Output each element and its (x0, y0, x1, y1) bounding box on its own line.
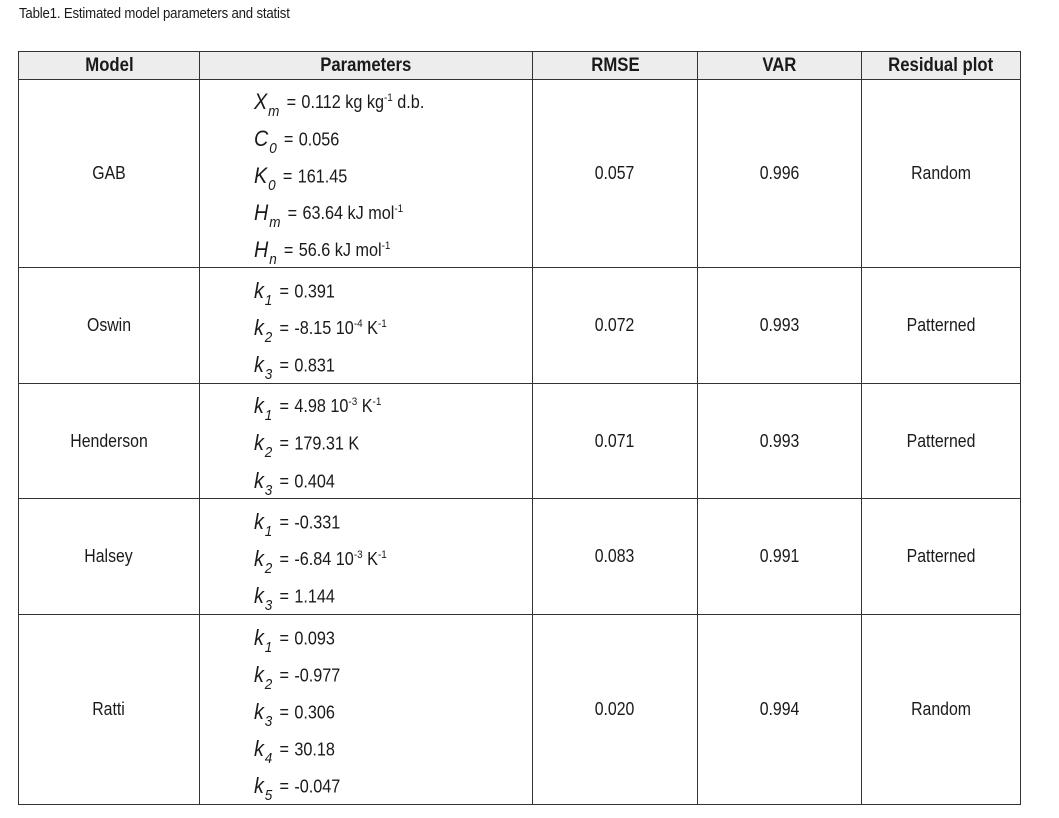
parameter-subscript: 0 (268, 177, 276, 194)
header-var: VAR (698, 52, 862, 80)
parameter-value: -8.15 $10^{-4}$ $K^{-1}$ (294, 318, 387, 339)
parameter-line (254, 126, 340, 157)
rmse-cell: 0.020 (533, 615, 698, 805)
var-cell: 0.996 (698, 80, 862, 268)
equals-sign: = (283, 240, 294, 261)
parameter-line (254, 546, 387, 577)
parameter-line (254, 625, 335, 656)
exponent: -3 (353, 549, 363, 562)
equals-sign: = (279, 281, 289, 302)
residual-plot-cell: Random (862, 615, 1021, 805)
unit-exponent: -1 (377, 549, 387, 562)
parameter-symbol: $k_2$ (254, 546, 273, 577)
parameter-value: 63.64 kJ mol$^{-1}$ (302, 203, 404, 224)
var-cell: 0.993 (698, 384, 862, 499)
parameter-subscript: 2 (264, 444, 273, 461)
equals-sign: = (279, 396, 289, 417)
parameter-line (254, 200, 404, 231)
parameter-line (254, 430, 360, 461)
parameter-value: 1.144 (294, 586, 335, 607)
parameter-subscript: 5 (264, 787, 273, 804)
parameter-symbol: $k_3$ (254, 352, 273, 383)
table-row (19, 384, 1021, 499)
equals-sign: = (279, 355, 289, 376)
parameter-subscript: 0 (269, 140, 277, 157)
parameter-line (254, 468, 335, 499)
var-cell: 0.991 (698, 499, 862, 615)
parameter-line (254, 583, 335, 614)
parameter-subscript: m (268, 103, 280, 120)
parameter-value: -0.331 (294, 512, 341, 533)
parameter-subscript: 1 (264, 639, 273, 656)
equals-sign: = (279, 702, 289, 723)
parameters-cell (200, 268, 533, 384)
parameter-subscript: 3 (264, 597, 273, 614)
parameter-value: -0.977 (294, 665, 341, 686)
equals-sign: = (287, 203, 298, 224)
parameter-symbol: $k_2$ (254, 662, 273, 693)
parameter-line (254, 393, 382, 424)
table-caption: Table1. Estimated model parameters and statist (19, 5, 290, 22)
table-row (19, 499, 1021, 615)
equals-sign: = (282, 166, 293, 187)
equals-sign: = (279, 776, 289, 797)
parameter-subscript: 1 (264, 407, 273, 424)
parameter-subscript: 2 (264, 560, 273, 577)
unit-exponent: -1 (377, 318, 387, 331)
parameter-line (254, 163, 348, 194)
parameter-value: 0.112 kg $kg^{-1}$ d.b. (301, 92, 425, 113)
parameter-value: 0.404 (294, 471, 335, 492)
equals-sign: = (279, 628, 289, 649)
parameter-subscript: n (269, 251, 277, 268)
var-cell: 0.994 (698, 615, 862, 805)
residual-plot-cell: Patterned (862, 499, 1021, 615)
parameter-symbol: $k_2$ (254, 430, 273, 461)
table-row (19, 268, 1021, 384)
parameter-value: 0.093 (294, 628, 335, 649)
parameter-line (254, 237, 391, 268)
parameter-subscript: 2 (264, 676, 273, 693)
residual-plot-cell: Patterned (862, 268, 1021, 384)
equals-sign: = (279, 471, 289, 492)
parameters-cell (200, 384, 533, 499)
model-cell: GAB (19, 80, 200, 268)
model-cell: Halsey (19, 499, 200, 615)
rmse-cell: 0.072 (533, 268, 698, 384)
header-residual-plot: Residual plot (862, 52, 1021, 80)
parameter-value: 179.31 K (294, 433, 360, 454)
parameter-value: 0.306 (294, 702, 335, 723)
parameter-symbol: $C_0$ (254, 126, 277, 157)
model-cell: Ratti (19, 615, 200, 805)
parameter-value: -6.84 $10^{-3}$ $K^{-1}$ (294, 549, 387, 570)
parameter-symbol: $k_2$ (254, 315, 273, 346)
parameter-value: 56.6 kJ mol$^{-1}$ (298, 240, 391, 261)
parameter-value: 30.18 (294, 739, 335, 760)
table-row (19, 615, 1021, 805)
rmse-cell: 0.071 (533, 384, 698, 499)
parameter-symbol: $k_1$ (254, 278, 273, 309)
parameter-symbol: $k_5$ (254, 773, 273, 804)
residual-plot-cell: Patterned (862, 384, 1021, 499)
model-cell: Henderson (19, 384, 200, 499)
exponent: -3 (348, 396, 358, 409)
parameter-subscript: 3 (264, 713, 273, 730)
parameter-line (254, 352, 335, 383)
parameters-cell (200, 499, 533, 615)
equals-sign: = (279, 549, 289, 570)
equals-sign: = (279, 665, 289, 686)
parameter-subscript: 3 (264, 482, 273, 499)
header-rmse: RMSE (533, 52, 698, 80)
parameter-line (254, 89, 425, 120)
exponent: -1 (383, 92, 393, 105)
parameter-symbol: $H_m$ (254, 200, 281, 231)
parameters-cell (200, 80, 533, 268)
parameter-line (254, 736, 335, 767)
parameter-symbol: $H_n$ (254, 237, 277, 268)
unit-exponent: -1 (372, 396, 382, 409)
parameter-symbol: $k_1$ (254, 625, 273, 656)
parameter-subscript: m (269, 214, 281, 231)
parameter-symbol: $K_0$ (254, 163, 276, 194)
residual-plot-cell: Random (862, 80, 1021, 268)
parameter-subscript: 1 (264, 292, 273, 309)
model-cell: Oswin (19, 268, 200, 384)
parameter-value: 0.056 (298, 129, 340, 150)
parameter-line (254, 773, 341, 804)
parameter-subscript: 2 (264, 329, 273, 346)
exponent: -1 (381, 240, 391, 253)
rmse-cell: 0.057 (533, 80, 698, 268)
parameter-symbol: $k_1$ (254, 393, 273, 424)
equals-sign: = (279, 739, 289, 760)
parameter-value: 161.45 (297, 166, 348, 187)
equals-sign: = (279, 512, 289, 533)
header-model: Model (19, 52, 200, 80)
parameter-line (254, 315, 387, 346)
header-parameters: Parameters (200, 52, 533, 80)
equals-sign: = (279, 433, 289, 454)
parameter-symbol: $k_3$ (254, 699, 273, 730)
var-cell: 0.993 (698, 268, 862, 384)
parameter-line (254, 509, 341, 540)
rmse-cell: 0.083 (533, 499, 698, 615)
parameter-value: -0.047 (294, 776, 341, 797)
exponent: -1 (394, 203, 404, 216)
parameter-line (254, 662, 341, 693)
equals-sign: = (283, 129, 294, 150)
parameter-symbol: $k_3$ (254, 468, 273, 499)
table-row (19, 80, 1021, 268)
parameter-line (254, 699, 335, 730)
parameter-line (254, 278, 335, 309)
parameter-symbol: $k_1$ (254, 509, 273, 540)
parameter-symbol: $k_4$ (254, 736, 273, 767)
model-parameters-table (18, 51, 1021, 805)
parameter-subscript: 4 (264, 750, 273, 767)
parameter-symbol: $k_3$ (254, 583, 273, 614)
parameter-subscript: 1 (264, 523, 273, 540)
equals-sign: = (279, 318, 289, 339)
equals-sign: = (286, 92, 297, 113)
parameter-value: 0.391 (294, 281, 335, 302)
parameters-cell (200, 615, 533, 805)
exponent: -4 (353, 318, 363, 331)
equals-sign: = (279, 586, 289, 607)
parameter-value: 0.831 (294, 355, 335, 376)
header-row (19, 52, 1021, 80)
parameter-subscript: 3 (264, 366, 273, 383)
parameter-value: 4.98 $10^{-3}$ $K^{-1}$ (294, 396, 382, 417)
parameter-symbol: $X_m$ (254, 89, 280, 120)
